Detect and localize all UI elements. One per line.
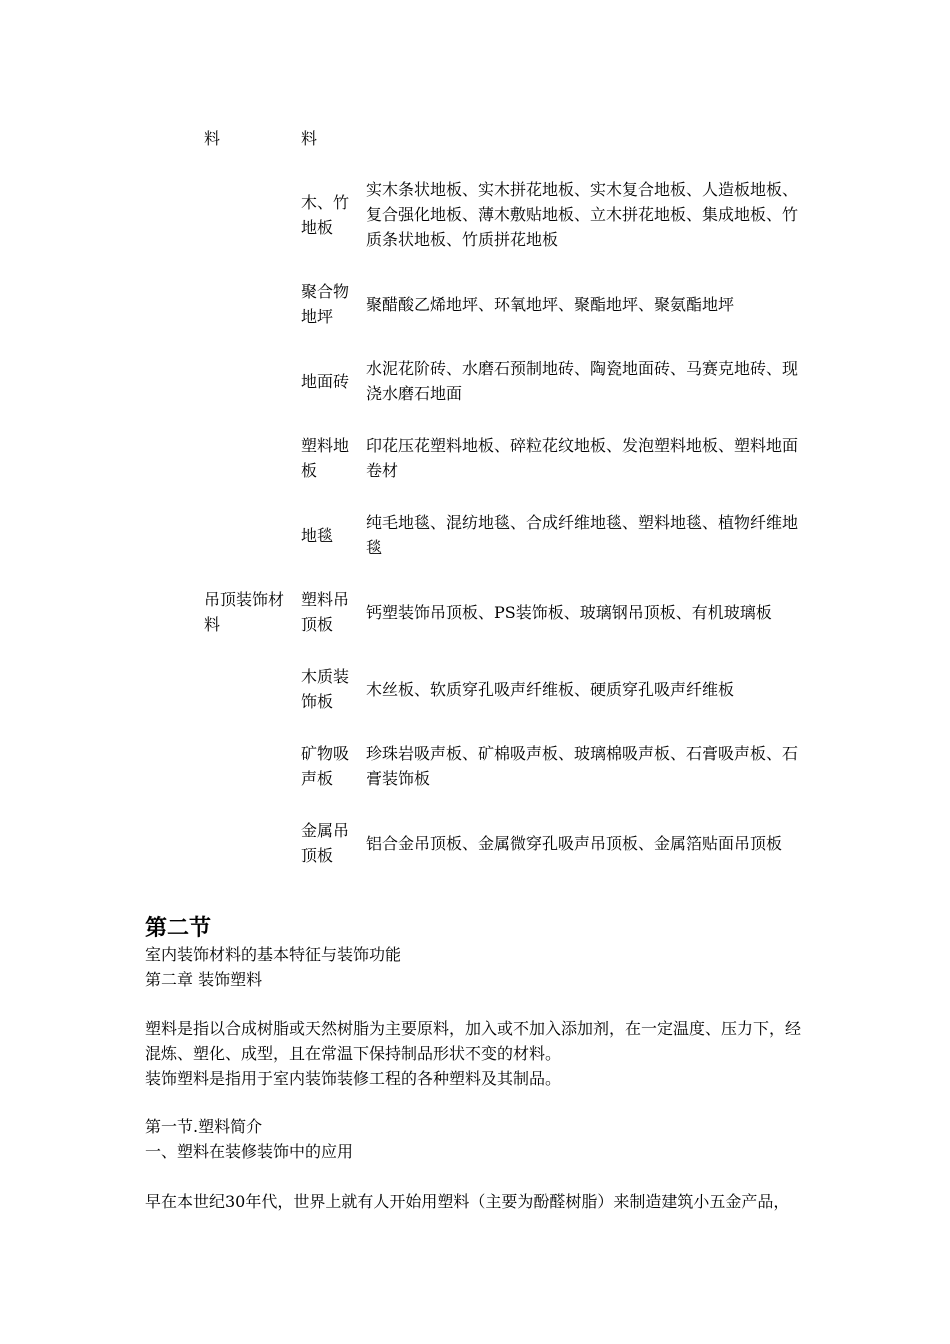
table-cell-subcategory: 塑料吊顶板 [301, 590, 350, 634]
table-cell-subcategory: 地毯 [301, 526, 334, 545]
table-cell-subcategory: 聚合物地坪 [301, 282, 350, 326]
subsection-title: 第一节.塑料简介 [145, 1117, 263, 1136]
table-cell-items: 钙塑装饰吊顶板、PS装饰板、玻璃钢吊顶板、有机玻璃板 [366, 603, 772, 622]
section-subtitle-block [145, 942, 813, 992]
table-cell-subcategory: 塑料地板 [301, 436, 350, 480]
paragraph-definition: 塑料是指以合成树脂或天然树脂为主要原料，加入或不加入添加剂，在一定温度、压力下，经混炼、塑化、成型，且在常温下保持制品形状不变的材料。 [145, 1019, 802, 1063]
paragraph-block [145, 1016, 813, 1091]
table-cell-subcategory: 矿物吸声板 [301, 744, 350, 788]
table-cell-items: 珍珠岩吸声板、矿棉吸声板、玻璃棉吸声板、石膏吸声板、石膏装饰板 [366, 744, 799, 788]
table-cell-subcategory: 木质装饰板 [301, 667, 350, 711]
table-cell-items: 木丝板、软质穿孔吸声纤维板、硬质穿孔吸声纤维板 [366, 680, 735, 699]
table-cell-items: 聚醋酸乙烯地坪、环氧地坪、聚酯地坪、聚氨酯地坪 [366, 295, 735, 314]
table-cell-subcategory: 木、竹地板 [301, 193, 350, 237]
table-cell-category: 料 [204, 129, 221, 148]
table-cell-items: 实木条状地板、实木拼花地板、实木复合地板、人造板地板、复合强化地板、薄木敷贴地板、立木拼花地板、集成地板、竹质条状地板、竹质拼花地板 [366, 180, 799, 249]
subsection-heading: 一、塑料在装修装饰中的应用 [145, 1142, 354, 1161]
table-cell-category: 吊顶装饰材料 [204, 590, 285, 634]
paragraph-history-block [145, 1189, 813, 1214]
paragraph-history: 早在本世纪30年代，世界上就有人开始用塑料（主要为酚醛树脂）来制造建筑小五金产品， [145, 1192, 790, 1211]
table-cell-items: 纯毛地毯、混纺地毯、合成纤维地毯、塑料地毯、植物纤维地毯 [366, 513, 799, 557]
subsection-block [145, 1114, 813, 1164]
paragraph-decorative-plastics: 装饰塑料是指用于室内装饰装修工程的各种塑料及其制品。 [145, 1069, 562, 1088]
table-cell-subcategory: 料 [301, 129, 318, 148]
section-subtitle: 室内装饰材料的基本特征与装饰功能 [145, 945, 402, 964]
table-cell-subcategory: 金属吊顶板 [301, 821, 350, 865]
chapter-title: 第二章 装饰塑料 [145, 970, 263, 989]
table-cell-items: 印花压花塑料地板、碎粒花纹地板、发泡塑料地板、塑料地面卷材 [366, 436, 799, 480]
table-cell-items: 铝合金吊顶板、金属微穿孔吸声吊顶板、金属箔贴面吊顶板 [366, 834, 783, 853]
section-heading-block [145, 914, 813, 942]
table-cell-items: 水泥花阶砖、水磨石预制地砖、陶瓷地面砖、马赛克地砖、现浇水磨石地面 [366, 359, 799, 403]
table-cell-subcategory: 地面砖 [301, 372, 350, 391]
section-heading: 第二节 [145, 915, 212, 941]
